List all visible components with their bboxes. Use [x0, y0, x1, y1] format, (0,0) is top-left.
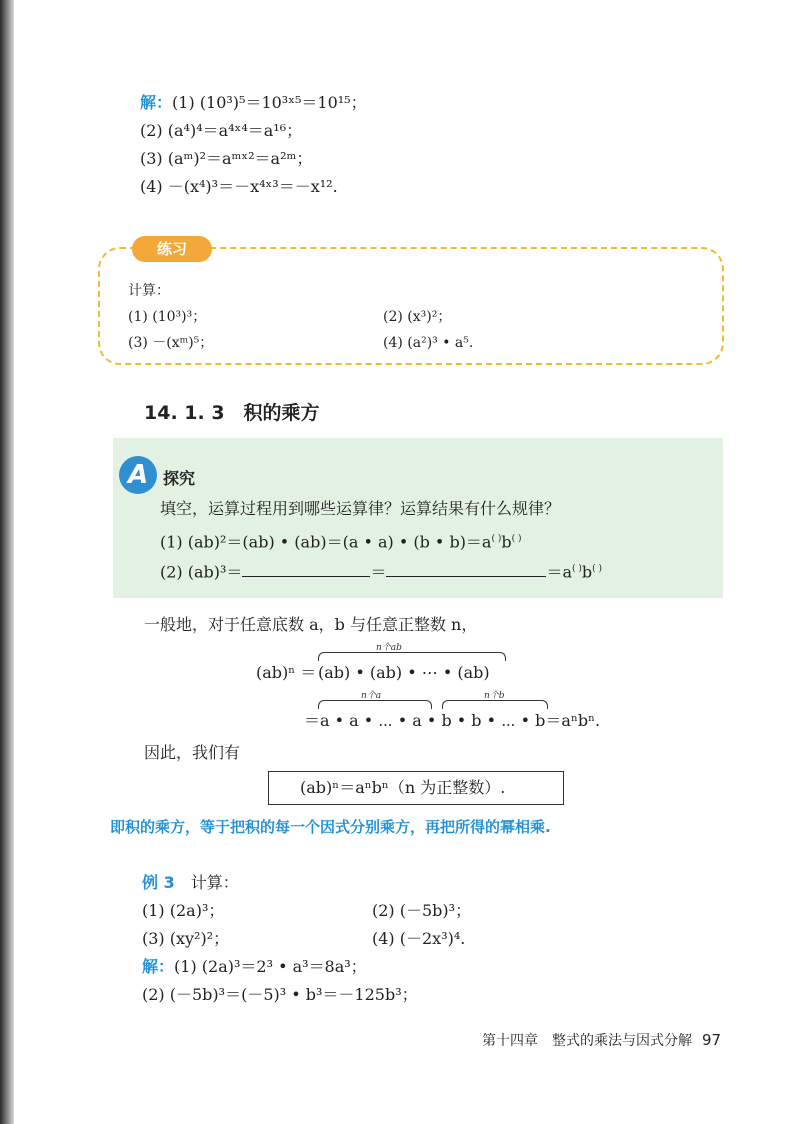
blank-1[interactable] — [242, 562, 370, 577]
practice-item-4: (4) (a²)³ • a⁵. — [383, 335, 474, 351]
brace-label-a: n个a — [361, 691, 382, 701]
general-row-1: (ab) • (ab) • ⋯ • (ab) — [318, 663, 490, 682]
solution-line-1: 解：(1) (10³)⁵＝10³ˣ⁵＝10¹⁵； — [140, 93, 367, 112]
page-number: 97 — [702, 1031, 722, 1049]
therefore-text: 因此，我们有 — [144, 743, 241, 762]
explore-question: 填空，运算过程用到哪些运算律？运算结果有什么规律？ — [160, 499, 561, 518]
brace-ab — [318, 652, 506, 661]
explore-line-2: (2) (ab)³＝ ＝ ＝a( )b( ) — [160, 562, 603, 582]
page-footer — [482, 1030, 721, 1050]
general-intro: 一般地，对于任意底数 a，b 与任意正整数 n， — [144, 615, 478, 634]
example-solution-2: (2) (－5b)³＝(－5)³ • b³＝－125b³； — [142, 985, 418, 1004]
practice-prompt: 计算： — [128, 283, 170, 299]
brace-a — [318, 700, 432, 709]
explore-line-1: (1) (ab)²＝(ab) • (ab)＝(a • a) • (b • b)＝a( )b( ) — [160, 532, 522, 552]
brace-label-b: n个b — [484, 691, 505, 701]
page-gutter-shadow — [0, 0, 14, 1124]
blank-2[interactable] — [386, 562, 546, 577]
solution-line-2: (2) (a⁴)⁴＝a⁴ˣ⁴＝a¹⁶； — [140, 121, 303, 140]
section-title: 14. 1. 3 积的乘方 — [144, 402, 320, 424]
example-item-2: (2) (－5b)³； — [372, 901, 472, 920]
example-solution-1: 解：(1) (2a)³＝2³ • a³＝8a³； — [142, 957, 367, 976]
example-label: 例 3 — [142, 873, 175, 892]
example-header: 例 3 计算： — [142, 873, 239, 892]
example-item-3: (3) (xy²)²； — [142, 929, 230, 948]
rule-statement: 即积的乘方，等于把积的每一个因式分别乘方，再把所得的幂相乘. — [110, 818, 551, 836]
practice-tab: 练习 — [132, 236, 212, 262]
brace-label-ab: n个ab — [376, 643, 402, 653]
solution-label: 解： — [140, 93, 173, 112]
general-row-2: ＝a • a • ⋯ • a • b • b • ⋯ • b＝aⁿbⁿ. — [304, 711, 601, 730]
solution-line-3: (3) (aᵐ)²＝aᵐˣ²＝a²ᵐ； — [140, 149, 313, 168]
example-solution-label: 解： — [142, 957, 175, 976]
example-item-1: (1) (2a)³； — [142, 901, 225, 920]
chapter-title: 第十四章 整式的乘法与因式分解 — [482, 1033, 692, 1049]
example-item-4: (4) (－2x³)⁴. — [372, 929, 466, 948]
formula-text: (ab)ⁿ＝aⁿbⁿ（n 为正整数）. — [300, 778, 506, 797]
general-lhs: (ab)ⁿ ＝ — [256, 663, 317, 682]
practice-item-2: (2) (x³)²； — [383, 309, 452, 325]
practice-item-3: (3) －(xᵐ)⁵； — [128, 335, 214, 351]
explore-icon: A — [119, 456, 157, 494]
explore-title: 探究 — [163, 469, 196, 488]
brace-b — [442, 700, 548, 709]
practice-item-1: (1) (10³)³； — [128, 309, 207, 325]
solution-line-4: (4) －(x⁴)³＝－x⁴ˣ³＝－x¹². — [140, 177, 338, 196]
